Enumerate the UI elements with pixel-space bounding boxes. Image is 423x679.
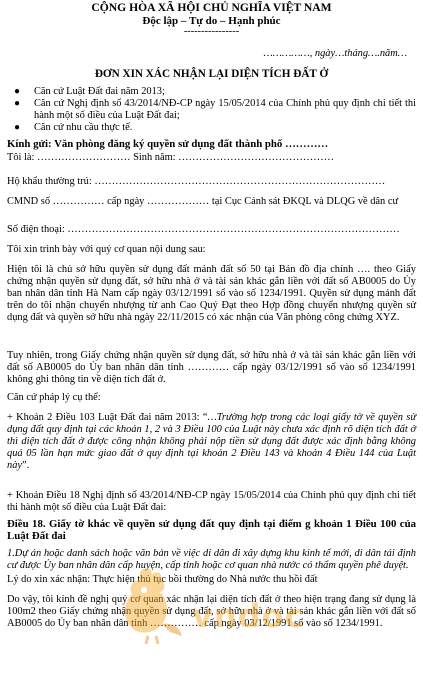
- article-item: 1.Dự án hoặc danh sách hoặc văn bản về việc di dân đi xây dựng khu kinh tế mới, di dân tái định cư được Ủy ban nhân dân cấp huyện, cấp tỉnh hoặc cơ quan nhà nước có thẩm quyền phê duyệt.: [7, 548, 416, 571]
- bullet-icon: ●: [14, 98, 21, 109]
- legal-quote: …Trường hợp trong các loại giấy tờ về quyền sử dụng đất quy định tại các khoản 1, 2 và 3 Điều 100 của Luật này chưa xác định rõ diện tích đất ở thì diện tích đất ở được công nhận không phải nộp tiền sử dụng đất được xác định bằng không quá 05 lần hạn mức giao đất ở quy định tại khoản 2 Điều 143 và khoản 4 Điều 144 của Luật này: [7, 412, 416, 471]
- phone-field: Số điện thoại: ……………………………………………………………………………………: [7, 224, 400, 235]
- bullet-icon: ●: [14, 86, 21, 97]
- reason-line: Lý do xin xác nhận: Thực hiện thủ tục bồi thường do Nhà nước thu hồi đất: [7, 574, 318, 585]
- legal-basis-intro: Căn cứ pháp lý cụ thể:: [7, 392, 101, 403]
- basis-item: ● Căn cứ nhu cầu thực tế.: [14, 122, 133, 133]
- article-heading: Điều 18. Giấy tờ khác về quyền sử dụng đất quy định tại điểm g khoản 1 Điều 100 của Luật Đất đai: [7, 518, 416, 542]
- bullet-icon: ●: [14, 122, 21, 133]
- basis-item: ● Căn cứ Nghị định số 43/2014/NĐ-CP ngày 15/05/2014 của Chính phủ quy định chi tiết thi hành một số điều của Luật Đất đai;: [14, 98, 416, 121]
- motto: Độc lập – Tự do – Hạnh phúc: [142, 15, 281, 27]
- document-title: ĐƠN XIN XÁC NHẬN LẠI DIỆN TÍCH ĐẤT Ở: [94, 68, 329, 80]
- country-name: CỘNG HÒA XÃ HỘI CHỦ NGHĨA VIỆT NAM: [91, 1, 332, 14]
- legal-basis-2: + Khoản Điều 18 Nghị định số 43/2014/NĐ-CP ngày 15/05/2014 của Chính phủ quy định chi tiết thi hành một số điều của Luật Đất đai:: [7, 490, 416, 513]
- name-field: Tôi là: ……………………… Sinh năm: ………………………………………: [7, 152, 335, 163]
- closing-paragraph: Do vậy, tôi kính đề nghị quý cơ quan xác nhận lại diện tích đất ở theo hiện trạng đang sử dụng là 100m2 theo Giấy chứng nhận quyền sử dụng đất, sở hữu nhà ở và tài sản khác gắn liền với đất số AB0005 do Ủy ban nhân dân tỉnh …………… cấp ngày 03/12/1991 sổ vào số 1234/1991.: [7, 594, 416, 629]
- paragraph-ownership: Hiện tôi là chủ sở hữu quyền sử dụng đất mảnh đất số 50 tại Bản đồ địa chính …. theo Giấy chứng nhận quyền sử dụng đất, sở hữu nhà ở và tài sản khác gắn liền với đất số AB0005 do Ủy ban nhân dân tỉnh Hà Nam cấp ngày 03/12/1991 sổ vào số 1234/1991. Quyền sử dụng mảnh đất trên do tôi nhận chuyển nhượng từ anh Cao Quý Đạt theo Hợp đồng chuyển nhượng quyền sử dụng đất và quyền sở hữu nhà ngày 22/11/2015 có xác nhận của Văn phòng công chứng XYZ.: [7, 264, 416, 323]
- watermark-text: vndoc: [192, 597, 305, 635]
- recipient-line: Kính gửi: Văn phòng đăng ký quyền sử dụng đất thành phố …………: [7, 138, 329, 150]
- date-line: ……………, ngày…tháng….năm…: [263, 48, 407, 59]
- household-field: Hộ khẩu thường trú: …………………………………………………………………………: [7, 176, 386, 187]
- basis-item: ● Căn cứ Luật Đất đai năm 2013;: [14, 86, 165, 97]
- legal-basis-1: + Khoản 2 Điều 103 Luật Đất đai năm 2013: “…Trường hợp trong các loại giấy tờ về quyền sử dụng đất quy định tại các khoản 1, 2 và 3 Điều 100 của Luật này chưa xác định rõ diện tích đất ở thì diện tích đất ở được công nhận không phải nộp tiền sử dụng đất được xác định bằng không quá 05 lần hạn mức giao đất ở quy định tại khoản 2 Điều 143 và khoản 4 Điều 144 của Luật này”.: [7, 412, 416, 471]
- intro-text: Tôi xin trình bày với quý cơ quan nội dung sau:: [7, 244, 206, 255]
- header-separator: ----------------: [183, 26, 240, 37]
- rooster-logo-icon: [118, 566, 184, 644]
- id-card-field: CMND số …………… cấp ngày ……………… tại Cục Cảnh sát ĐKQL và DLQG về dân cư: [7, 196, 399, 207]
- paragraph-missing-area: Tuy nhiên, trong Giấy chứng nhận quyền sử dụng đất, sở hữu nhà ở và tài sản khác gắn liền với đất số AB0005 do Ủy ban nhân dân tỉnh ………… cấp ngày 03/12/1991 sổ vào số 1234/1991 không ghi thông tin về diện tích đất ở.: [7, 350, 416, 385]
